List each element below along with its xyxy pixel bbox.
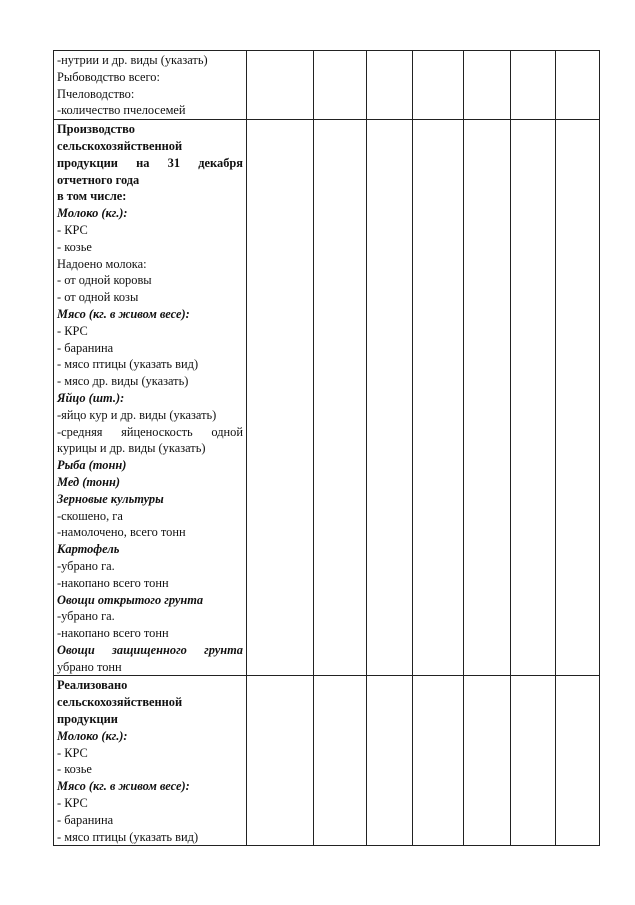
row-label: - козье	[57, 239, 92, 254]
row-label: - мясо др. виды (указать)	[57, 374, 189, 389]
row-label: - КРС	[57, 323, 88, 338]
value-cell[interactable]	[367, 51, 413, 120]
value-cell[interactable]	[511, 120, 556, 676]
section-label-sold	[54, 676, 247, 846]
row-label: -убрано га.	[57, 609, 115, 624]
row-label: сельскохозяйственной	[57, 695, 183, 710]
label-word: на	[136, 155, 150, 170]
row-label: Пчеловодство:	[57, 86, 135, 101]
label-word: яйценоскость	[121, 424, 193, 439]
value-cell[interactable]	[413, 120, 464, 676]
row-label: - КРС	[57, 796, 88, 811]
row-label: Картофель	[57, 542, 120, 557]
row-label: продукции	[57, 712, 118, 727]
row-label: -накопано всего тонн	[57, 626, 169, 641]
row-label: в том числе:	[57, 189, 127, 204]
row-label: Молоко (кг.):	[57, 206, 128, 221]
row-label: Рыбоводство всего:	[57, 69, 160, 84]
table-row	[54, 120, 600, 676]
row-label	[57, 424, 243, 441]
row-label: - от одной коровы	[57, 273, 152, 288]
value-cell[interactable]	[556, 676, 600, 846]
row-label: -намолочено, всего тонн	[57, 525, 186, 540]
value-cell[interactable]	[314, 676, 367, 846]
row-label: -нутрии и др. виды (указать)	[57, 53, 208, 67]
row-label: -количество пчелосемей	[57, 103, 186, 118]
row-label: - баранина	[57, 812, 114, 827]
label-word: Овощи	[57, 642, 95, 657]
row-label: - КРС	[57, 745, 88, 760]
row-label: сельскохозяйственной	[57, 138, 183, 153]
value-cell[interactable]	[367, 120, 413, 676]
label-word: защищенного	[112, 642, 187, 657]
row-label: Рыба (тонн)	[57, 458, 127, 473]
value-cell[interactable]	[367, 676, 413, 846]
value-cell[interactable]	[464, 51, 511, 120]
row-label: -скошено, га	[57, 508, 123, 523]
label-word: -средняя	[57, 424, 103, 439]
value-cell[interactable]	[314, 51, 367, 120]
row-label: Мясо (кг. в живом весе):	[57, 306, 190, 321]
row-label: Овощи открытого грунта	[57, 592, 204, 607]
label-word: 31	[167, 155, 181, 170]
label-word: декабря	[198, 155, 243, 170]
row-label: Производство	[57, 122, 135, 137]
row-label: Мясо (кг. в живом весе):	[57, 779, 190, 794]
table-row	[54, 676, 600, 846]
row-label: Молоко (кг.):	[57, 728, 128, 743]
value-cell[interactable]	[413, 676, 464, 846]
value-cell[interactable]	[556, 120, 600, 676]
label-word: продукции	[57, 155, 118, 170]
value-cell[interactable]	[247, 120, 314, 676]
value-cell[interactable]	[413, 51, 464, 120]
value-cell[interactable]	[556, 51, 600, 120]
row-label: отчетного года	[57, 172, 140, 187]
row-label: Яйцо (шт.):	[57, 390, 125, 405]
value-cell[interactable]	[247, 51, 314, 120]
report-table	[53, 50, 600, 846]
value-cell[interactable]	[464, 676, 511, 846]
label-word: одной	[211, 424, 243, 439]
row-label	[57, 642, 243, 659]
row-label: Надоено молока:	[57, 256, 147, 271]
row-label: Зерновые культуры	[57, 491, 164, 506]
row-label: - мясо птицы (указать вид)	[57, 829, 199, 844]
row-label: - КРС	[57, 222, 88, 237]
row-label: - козье	[57, 762, 92, 777]
row-label	[57, 155, 243, 172]
row-label: -накопано всего тонн	[57, 575, 169, 590]
section-label-production	[54, 120, 247, 676]
row-label: Мед (тонн)	[57, 474, 120, 489]
row-label: - баранина	[57, 340, 114, 355]
row-label: убрано тонн	[57, 659, 122, 674]
value-cell[interactable]	[464, 120, 511, 676]
value-cell[interactable]	[511, 676, 556, 846]
table-row	[54, 51, 600, 120]
value-cell[interactable]	[314, 120, 367, 676]
value-cell[interactable]	[511, 51, 556, 120]
row-label: курицы и др. виды (указать)	[57, 441, 206, 456]
value-cell[interactable]	[247, 676, 314, 846]
row-label: -убрано га.	[57, 558, 115, 573]
label-word: грунта	[204, 642, 243, 657]
row-label: - от одной козы	[57, 290, 139, 305]
row-label: -яйцо кур и др. виды (указать)	[57, 407, 217, 422]
row-label: Реализовано	[57, 678, 128, 693]
section-label-continued	[54, 51, 247, 120]
row-label: - мясо птицы (указать вид)	[57, 357, 199, 372]
